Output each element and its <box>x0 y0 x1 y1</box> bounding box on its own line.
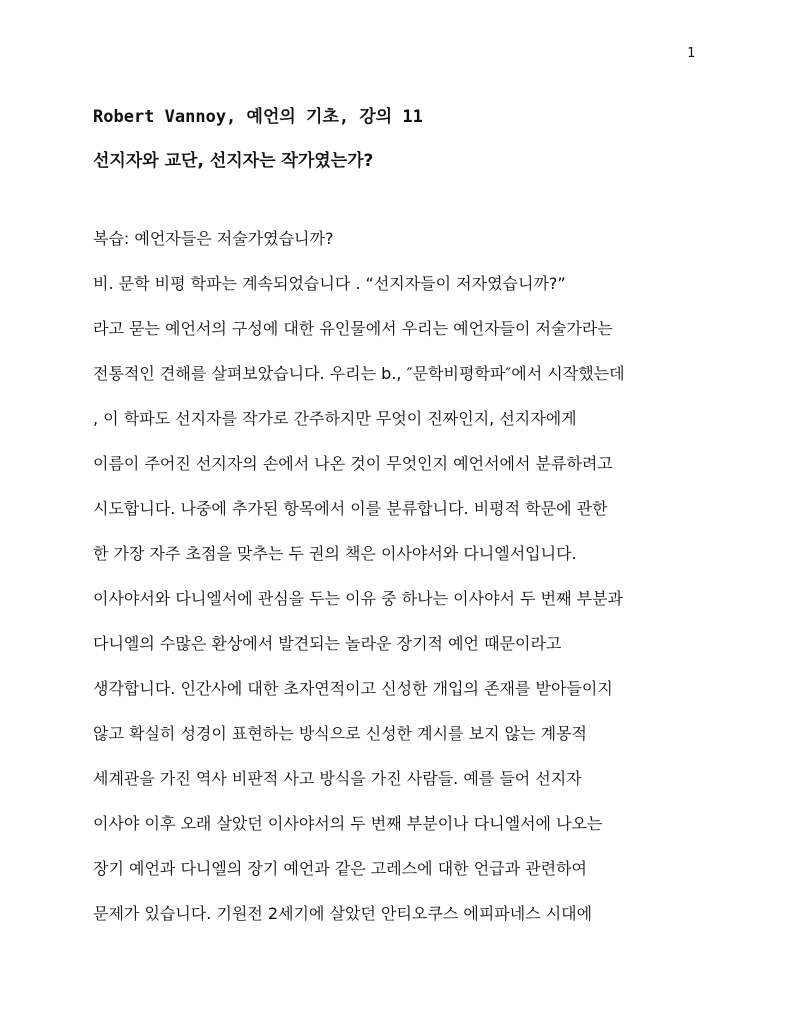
body-line: 한 가장 자주 초점을 맞추는 두 권의 책은 이사야서와 다니엘서입니다. <box>93 544 577 563</box>
body-line: 문제가 있습니다. 기원전 2세기에 살았던 안티오쿠스 에피파네스 시대에 <box>93 904 593 923</box>
body-line: 이사야서와 다니엘서에 관심을 두는 이유 중 하나는 이사야서 두 번째 부분과 <box>93 589 623 608</box>
body-line: 복습: 예언자들은 저술가였습니까? <box>93 229 334 248</box>
body-line: , 이 학파도 선지자를 작가로 간주하지만 무엇이 진짜인지, 선지자에게 <box>93 409 577 428</box>
body-line: 세계관을 가진 역사 비판적 사고 방식을 가진 사람들. 예를 들어 선지자 <box>93 769 582 788</box>
page-number: 1 <box>687 46 695 61</box>
body-line: 않고 확실히 성경이 표현하는 방식으로 신성한 계시를 보지 않는 계몽적 <box>93 724 587 743</box>
body-line: 비. 문학 비평 학파는 계속되었습니다 . “선지자들이 저자였습니까?” <box>93 274 566 293</box>
body-line: 생각합니다. 인간사에 대한 초자연적이고 신성한 개입의 존재를 받아들이지 <box>93 679 613 698</box>
body-line: 라고 묻는 예언서의 구성에 대한 유인물에서 우리는 예언자들이 저술가라는 <box>93 319 613 338</box>
body-line: 이사야 이후 오래 살았던 이사야서의 두 번째 부분이나 다니엘서에 나오는 <box>93 814 603 833</box>
body-line: 다니엘의 수많은 환상에서 발견되는 놀라운 장기적 예언 때문이라고 <box>93 634 562 653</box>
body-line: 이름이 주어진 선지자의 손에서 나온 것이 무엇인지 예언서에서 분류하려고 <box>93 454 613 473</box>
lecture-title: Robert Vannoy, 예언의 기초, 강의 11 <box>93 107 423 127</box>
lecture-subtitle: 선지자와 교단, 선지자는 작가였는가? <box>93 151 374 171</box>
body-line: 장기 예언과 다니엘의 장기 예언과 같은 고레스에 대한 언급과 관련하여 <box>93 859 587 878</box>
body-line: 시도합니다. 나중에 추가된 항목에서 이를 분류합니다. 비평적 학문에 관한 <box>93 499 608 518</box>
body-line: 전통적인 견해를 살펴보았습니다. 우리는 b., ″문학비평학파″에서 시작했는데 <box>93 364 625 383</box>
